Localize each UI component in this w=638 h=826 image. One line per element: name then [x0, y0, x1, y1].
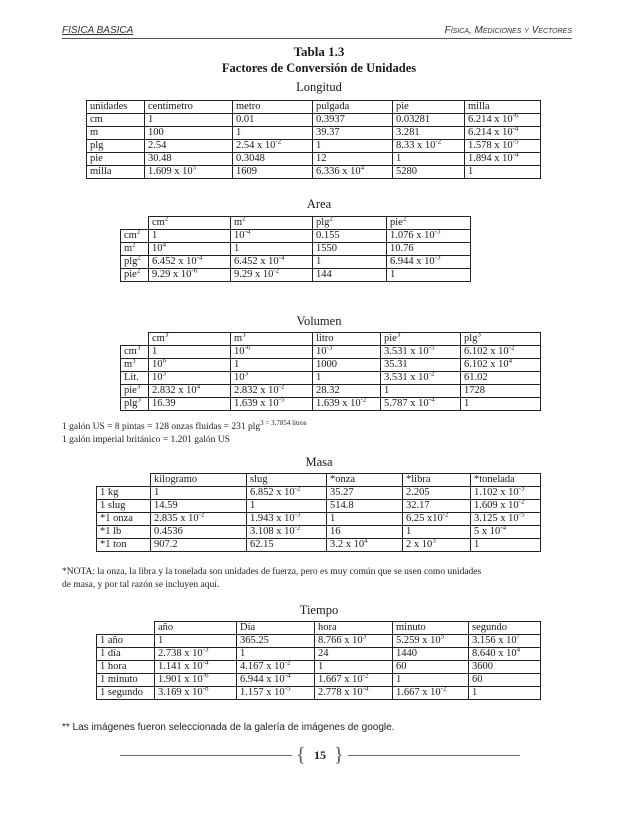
- table-cell: 3600: [469, 661, 541, 674]
- table-cell: 12: [313, 153, 393, 166]
- table-cell: 1: [387, 269, 471, 282]
- table-cell: 1.609 x $10^5$: [145, 166, 233, 179]
- page-number-ornament: [120, 744, 520, 766]
- table-cell: 1: [233, 127, 313, 140]
- table-header-cell: *libra: [403, 474, 471, 487]
- table-header-cell: milla: [465, 101, 541, 114]
- table-cell: 8.640 x $10^4$: [469, 648, 541, 661]
- exponent: 2: [164, 216, 169, 223]
- header-chapter-title: Física, Mediciones y Vectores: [444, 25, 572, 36]
- table-cell: 1: [471, 539, 541, 552]
- table-row: [121, 385, 541, 398]
- exponent: -2: [442, 512, 449, 519]
- table-cell: 1.578 x $10^{-5}$: [465, 140, 541, 153]
- exponent: -4: [428, 397, 435, 404]
- exponent: -4: [512, 126, 519, 133]
- table-header-cell: Día: [237, 622, 315, 635]
- exponent: -2: [294, 486, 301, 493]
- exponent: 7: [516, 634, 521, 641]
- table-cell: 6.102 x $10^4$: [461, 359, 541, 372]
- row-unit-cell: pie$^3$: [121, 385, 149, 398]
- table-cell: 1: [315, 661, 393, 674]
- table-cell: 14.59: [151, 500, 247, 513]
- row-unit-cell: 1 segundo: [97, 687, 155, 700]
- table-cell: 32.17: [403, 500, 471, 513]
- left-brace-icon: {: [296, 744, 306, 766]
- table-cell: 1.667 x $10^{-2}$: [393, 687, 469, 700]
- table-cell: 0.4536: [151, 526, 247, 539]
- table-row: [97, 635, 541, 648]
- masa-note-1: *NOTA: la onza, la libra y la tonelada son unidades de fuerza, pero es muy común que se usen como unidades: [62, 567, 482, 577]
- table-header-cell: año: [155, 622, 237, 635]
- table-cell: 6.214 x $10^{-6}$: [465, 114, 541, 127]
- table-cell: 1.102 x $10^{-3}$: [471, 487, 541, 500]
- table-cell: 1: [247, 500, 327, 513]
- section-title-tiempo: Tiempo: [299, 603, 339, 617]
- table-cell: 4.167 x $10^{-2}$: [237, 661, 315, 674]
- exponent: -5: [428, 345, 435, 352]
- exponent: 3: [432, 538, 436, 545]
- table-cell: 1.639 x $10^{-5}$: [231, 398, 313, 411]
- tiempo-table: [96, 621, 541, 700]
- table-header-cell: pulgada: [313, 101, 393, 114]
- table-cell: 39.37: [313, 127, 393, 140]
- table-cell: $10^6$: [149, 359, 231, 372]
- table-cell: $10^{-3}$: [313, 346, 381, 359]
- table-cell: 1: [231, 243, 313, 256]
- row-unit-cell: plg$^3$: [121, 398, 149, 411]
- table-row: [121, 269, 471, 282]
- table-cell: 0.01: [233, 114, 313, 127]
- table-cell: 6.452 x $10^{-4}$: [231, 256, 313, 269]
- row-unit-cell: $cm^3$: [121, 346, 149, 359]
- area-table: [120, 216, 471, 282]
- table-cell: 0.3937: [313, 114, 393, 127]
- table-header-cell: *tonelada: [471, 474, 541, 487]
- table-header-cell: metro: [233, 101, 313, 114]
- exponent: -4: [512, 152, 519, 159]
- right-brace-icon: }: [334, 744, 344, 766]
- table-cell: 3.531 x $10^{-5}$: [381, 346, 461, 359]
- table-header-cell: *onza: [327, 474, 403, 487]
- exponent: 3: [162, 371, 166, 378]
- exponent: 4: [516, 647, 521, 654]
- table-row: [121, 372, 541, 385]
- table-cell: 1: [327, 513, 403, 526]
- table-cell: 6.102 x $10^{-2}$: [461, 346, 541, 359]
- table-cell: 1609: [233, 166, 313, 179]
- table-row: [87, 166, 541, 179]
- row-unit-cell: $m^2$: [121, 243, 149, 256]
- row-unit-cell: plg: [87, 140, 145, 153]
- table-cell: 30.48: [145, 153, 233, 166]
- table-cell: 1: [403, 526, 471, 539]
- table-row: [97, 487, 541, 500]
- exponent: -2: [428, 371, 435, 378]
- table-cell: 9.29 x $10^{-6}$: [149, 269, 231, 282]
- exponent: 3: [137, 397, 141, 404]
- table-cell: 1.894 x $10^{-4}$: [465, 153, 541, 166]
- table-cell: 10.76: [387, 243, 471, 256]
- table-row: [121, 346, 541, 359]
- exponent: -2: [508, 345, 515, 352]
- table-cell: 8.33 x $10^{-2}$: [393, 140, 465, 153]
- table-cell: 1.667 x $10^{-2}$: [315, 674, 393, 687]
- table-cell: 24: [315, 648, 393, 661]
- table-cell: 61.02: [461, 372, 541, 385]
- table-cell: 6.944 x $10^{-4}$: [237, 674, 315, 687]
- exponent: -5: [518, 512, 525, 519]
- exponent: -2: [440, 686, 447, 693]
- footer-note: ** Las imágenes fueron seleccionada de la galería de imágenes de google.: [62, 722, 395, 733]
- row-unit-cell: 1 hora: [97, 661, 155, 674]
- row-unit-cell: cm: [87, 114, 145, 127]
- row-unit-cell: *1 ton: [97, 539, 151, 552]
- table-cell: 5 x $10^{-4}$: [471, 526, 541, 539]
- table-cell: 6.336 x $10^4$: [313, 166, 393, 179]
- exponent: 2: [136, 268, 141, 275]
- table-subtitle: Factores de Conversión de Unidades: [221, 61, 417, 75]
- page-number: 15: [314, 748, 326, 762]
- volumen-note-gallon-uk: 1 galón imperial británico = 1.201 galón US: [62, 435, 230, 445]
- table-cell: 1: [393, 153, 465, 166]
- table-title: Tabla 1.3: [293, 44, 345, 59]
- table-cell: 1.901 x $10^{-6}$: [155, 674, 237, 687]
- row-unit-cell: 1 minuto: [97, 674, 155, 687]
- table-cell: 9.29 x $10^{-2}$: [231, 269, 313, 282]
- exponent: 6: [162, 358, 166, 365]
- table-cell: 16.39: [149, 398, 231, 411]
- table-cell: 3.281: [393, 127, 465, 140]
- volumen-notes: [62, 418, 307, 447]
- table-header-row: [87, 101, 541, 114]
- exponent: -3: [434, 229, 441, 236]
- section-title-longitud: Longitud: [296, 80, 342, 94]
- table-row: [121, 256, 471, 269]
- exponent: -3: [434, 255, 441, 262]
- table-header-cell: plg$^3$: [461, 333, 541, 346]
- exponent: -4: [202, 660, 209, 667]
- table-cell: 2.832 x $10^{-2}$: [231, 385, 313, 398]
- longitud-table: [86, 100, 541, 179]
- table-row: [121, 230, 471, 243]
- table-cell: 5.259 x $10^5$: [393, 635, 469, 648]
- exponent: 5: [192, 165, 197, 172]
- exponent: -2: [284, 660, 291, 667]
- section-title-area: Area: [306, 197, 332, 211]
- exponent: -2: [275, 139, 282, 146]
- table-cell: 6.452 x $10^{-4}$: [149, 256, 231, 269]
- header-book-title: FISICA BASICA: [62, 25, 134, 36]
- table-header-cell: unidades: [87, 101, 145, 114]
- table-cell: $10^3$: [149, 372, 231, 385]
- table-cell: 3.108 x $10^{-2}$: [247, 526, 327, 539]
- table-cell: 5280: [393, 166, 465, 179]
- page-number-rule-left: [120, 755, 292, 756]
- exponent: -4: [196, 255, 203, 262]
- table-cell: $10^3$: [231, 372, 313, 385]
- table-cell: 35.31: [381, 359, 461, 372]
- table-cell: 5.787 x $10^{-4}$: [381, 398, 461, 411]
- table-cell: 2.54 x $10^{-2}$: [233, 140, 313, 153]
- table-cell: 1: [313, 256, 387, 269]
- table-header-cell: $m^2$: [231, 217, 313, 230]
- row-unit-cell: *1 onza: [97, 513, 151, 526]
- table-cell: 365.25: [237, 635, 315, 648]
- table-header-cell: slug: [247, 474, 327, 487]
- table-cell: 8.766 x $10^3$: [315, 635, 393, 648]
- table-cell: 1: [313, 372, 381, 385]
- table-header-cell: [121, 333, 149, 346]
- table-cell: 1440: [393, 648, 469, 661]
- table-cell: 1.141 x $10^{-4}$: [155, 661, 237, 674]
- exponent: -6: [202, 673, 209, 680]
- table-row: [97, 539, 541, 552]
- exponent: 4: [360, 165, 365, 172]
- table-cell: 100: [145, 127, 233, 140]
- table-cell: 1728: [461, 385, 541, 398]
- exponent: -2: [435, 139, 442, 146]
- volumen-table: [120, 332, 541, 411]
- exponent: 3: [136, 345, 141, 352]
- table-row: [121, 243, 471, 256]
- table-header-row: [97, 622, 541, 635]
- exponent: 4: [364, 538, 368, 545]
- exponent: 2: [132, 242, 136, 249]
- table-header-row: [97, 474, 541, 487]
- table-row: [97, 661, 541, 674]
- table-row: [97, 513, 541, 526]
- row-unit-cell: plg$^2$: [121, 256, 149, 269]
- exponent: 3: [244, 371, 248, 378]
- table-cell: 1: [381, 385, 461, 398]
- exponent: -3: [518, 486, 525, 493]
- table-cell: 0.155: [313, 230, 387, 243]
- table-header-cell: $cm^3$: [149, 333, 231, 346]
- table-header-cell: plg$^2$: [313, 217, 387, 230]
- table-header-cell: centímetro: [145, 101, 233, 114]
- table-cell: 2.832 x $10^4$: [149, 385, 231, 398]
- table-cell: 3.169 x $10^{-8}$: [155, 687, 237, 700]
- exponent: -6: [512, 113, 519, 120]
- row-unit-cell: *1 lb: [97, 526, 151, 539]
- table-header-cell: [121, 217, 149, 230]
- table-cell: 1: [469, 687, 541, 700]
- table-cell: 1: [465, 166, 541, 179]
- exponent: 3: [164, 332, 169, 339]
- table-cell: 3.156 x $10^7$: [469, 635, 541, 648]
- exponent: -2: [198, 512, 205, 519]
- table-cell: 2.778 x $10^{-4}$: [315, 687, 393, 700]
- table-cell: 514.8: [327, 500, 403, 513]
- exponent: -2: [362, 673, 369, 680]
- table-row: [97, 526, 541, 539]
- table-cell: 1: [237, 648, 315, 661]
- table-row: [97, 687, 541, 700]
- table-cell: 1: [151, 487, 247, 500]
- table-cell: 1: [313, 140, 393, 153]
- table-cell: 2.738 x $10^{-3}$: [155, 648, 237, 661]
- table-cell: $10^{-4}$: [231, 230, 313, 243]
- table-cell: 6.25 $x10^{-2}$: [403, 513, 471, 526]
- table-header-cell: [97, 622, 155, 635]
- table-header-cell: segundo: [469, 622, 541, 635]
- row-unit-cell: 1 slug: [97, 500, 151, 513]
- table-cell: 35.27: [327, 487, 403, 500]
- exponent: 2: [329, 216, 333, 223]
- exponent: -5: [284, 686, 291, 693]
- exponent: 3: [132, 358, 136, 365]
- table-cell: 1: [155, 635, 237, 648]
- table-cell: 1.609 x $10^{-2}$: [471, 500, 541, 513]
- table-cell: 1.943 x $10^{-3}$: [247, 513, 327, 526]
- table-cell: 1550: [313, 243, 387, 256]
- table-cell: 6.214 x $10^{-4}$: [465, 127, 541, 140]
- table-cell: 60: [393, 661, 469, 674]
- table-row: [87, 114, 541, 127]
- table-header-cell: hora: [315, 622, 393, 635]
- exponent: 2: [137, 255, 141, 262]
- table-cell: 1.157 x $10^{-5}$: [237, 687, 315, 700]
- exponent: -2: [273, 268, 280, 275]
- masa-notes: [62, 566, 582, 592]
- exponent: 3: [477, 332, 481, 339]
- row-unit-cell: 1 día: [97, 648, 155, 661]
- table-cell: 16: [327, 526, 403, 539]
- table-cell: 2.54: [145, 140, 233, 153]
- exponent: 2: [402, 216, 407, 223]
- exponent: 2: [136, 229, 141, 236]
- row-unit-cell: $cm^2$: [121, 230, 149, 243]
- table-cell: 2 x $10^3$: [403, 539, 471, 552]
- row-unit-cell: milla: [87, 166, 145, 179]
- exponent: -2: [278, 384, 285, 391]
- exponent: -4: [284, 673, 291, 680]
- table-row: [97, 648, 541, 661]
- table-header-cell: kilogramo: [151, 474, 247, 487]
- row-unit-cell: pie$^2$: [121, 269, 149, 282]
- table-row: [97, 674, 541, 687]
- exponent: -3: [202, 647, 209, 654]
- exponent: -3: [294, 512, 301, 519]
- table-cell: 907.2: [151, 539, 247, 552]
- page-number-rule-right: [348, 755, 520, 756]
- exponent: -2: [294, 525, 301, 532]
- row-unit-cell: pie: [87, 153, 145, 166]
- row-unit-cell: 1 kg: [97, 487, 151, 500]
- exponent: 3 = 3.7854 litros: [260, 418, 307, 427]
- table-row: [87, 127, 541, 140]
- table-row: [121, 359, 541, 372]
- table-cell: 6.852 x $10^{-2}$: [247, 487, 327, 500]
- table-cell: 6.944 x $10^{-3}$: [387, 256, 471, 269]
- table-header-cell: pie: [393, 101, 465, 114]
- table-cell: 1.076 x $10^{-3}$: [387, 230, 471, 243]
- exponent: 3: [396, 332, 401, 339]
- row-unit-cell: 1 año: [97, 635, 155, 648]
- table-cell: 144: [313, 269, 387, 282]
- exponent: -2: [518, 499, 525, 506]
- table-cell: 1: [393, 674, 469, 687]
- exponent: -4: [244, 229, 251, 236]
- exponent: -4: [278, 255, 285, 262]
- table-cell: 1000: [313, 359, 381, 372]
- section-title-masa: Masa: [305, 455, 333, 469]
- table-cell: 1: [461, 398, 541, 411]
- table-header-cell: litro: [313, 333, 381, 346]
- exponent: -5: [278, 397, 285, 404]
- table-row: [87, 153, 541, 166]
- exponent: -5: [512, 139, 519, 146]
- table-header-cell: pie$^2$: [387, 217, 471, 230]
- masa-note-2: de masa, y por tal razón se incluyen aquí.: [62, 580, 220, 590]
- exponent: 4: [162, 242, 166, 249]
- masa-table: [96, 473, 541, 552]
- row-unit-cell: m: [87, 127, 145, 140]
- table-header-row: [121, 333, 541, 346]
- table-header-cell: [97, 474, 151, 487]
- table-row: [87, 140, 541, 153]
- exponent: -6: [191, 268, 198, 275]
- table-cell: 3.2 x $10^4$: [327, 539, 403, 552]
- table-cell: $10^{-6}$: [231, 346, 313, 359]
- exponent: 3: [242, 332, 246, 339]
- table-cell: 62.15: [247, 539, 327, 552]
- table-row: [97, 500, 541, 513]
- table-cell: 0.3048: [233, 153, 313, 166]
- table-cell: $10^4$: [149, 243, 231, 256]
- table-cell: 1: [231, 359, 313, 372]
- exponent: 5: [440, 634, 445, 641]
- exponent: -6: [244, 345, 251, 352]
- table-cell: 28.32: [313, 385, 381, 398]
- table-cell: 1: [145, 114, 233, 127]
- table-cell: 2.205: [403, 487, 471, 500]
- exponent: -4: [362, 686, 369, 693]
- exponent: -3: [326, 345, 333, 352]
- table-cell: 1.639 x $10^{-2}$: [313, 398, 381, 411]
- table-cell: 3.531 x $10^{-2}$: [381, 372, 461, 385]
- table-cell: 2.835 x $10^{-2}$: [151, 513, 247, 526]
- section-title-volumen: Volumen: [296, 314, 342, 328]
- exponent: -2: [360, 397, 367, 404]
- volumen-note-gallon-us: 1 galón US = 8 pintas = 128 onzas fluidas = 231 plg$^{3 = 3.7854 litros}$: [62, 418, 307, 432]
- table-header-cell: $cm^2$: [149, 217, 231, 230]
- exponent: 4: [196, 384, 201, 391]
- row-unit-cell: $m^3$: [121, 359, 149, 372]
- exponent: 2: [242, 216, 246, 223]
- table-cell: 1: [149, 230, 231, 243]
- table-cell: 60: [469, 674, 541, 687]
- table-header-row: [121, 217, 471, 230]
- table-cell: 1: [149, 346, 231, 359]
- table-header-cell: pie$^3$: [381, 333, 461, 346]
- exponent: -4: [500, 525, 507, 532]
- exponent: -8: [202, 686, 209, 693]
- page-header: [62, 20, 572, 39]
- table-header-cell: $m^3$: [231, 333, 313, 346]
- row-unit-cell: Lit.: [121, 372, 149, 385]
- exponent: 3: [136, 384, 141, 391]
- table-row: [121, 398, 541, 411]
- table-cell: 3.125 x $10^{-5}$: [471, 513, 541, 526]
- exponent: 4: [508, 358, 513, 365]
- table-cell: 0.03281: [393, 114, 465, 127]
- exponent: 3: [362, 634, 367, 641]
- table-header-cell: minuto: [393, 622, 469, 635]
